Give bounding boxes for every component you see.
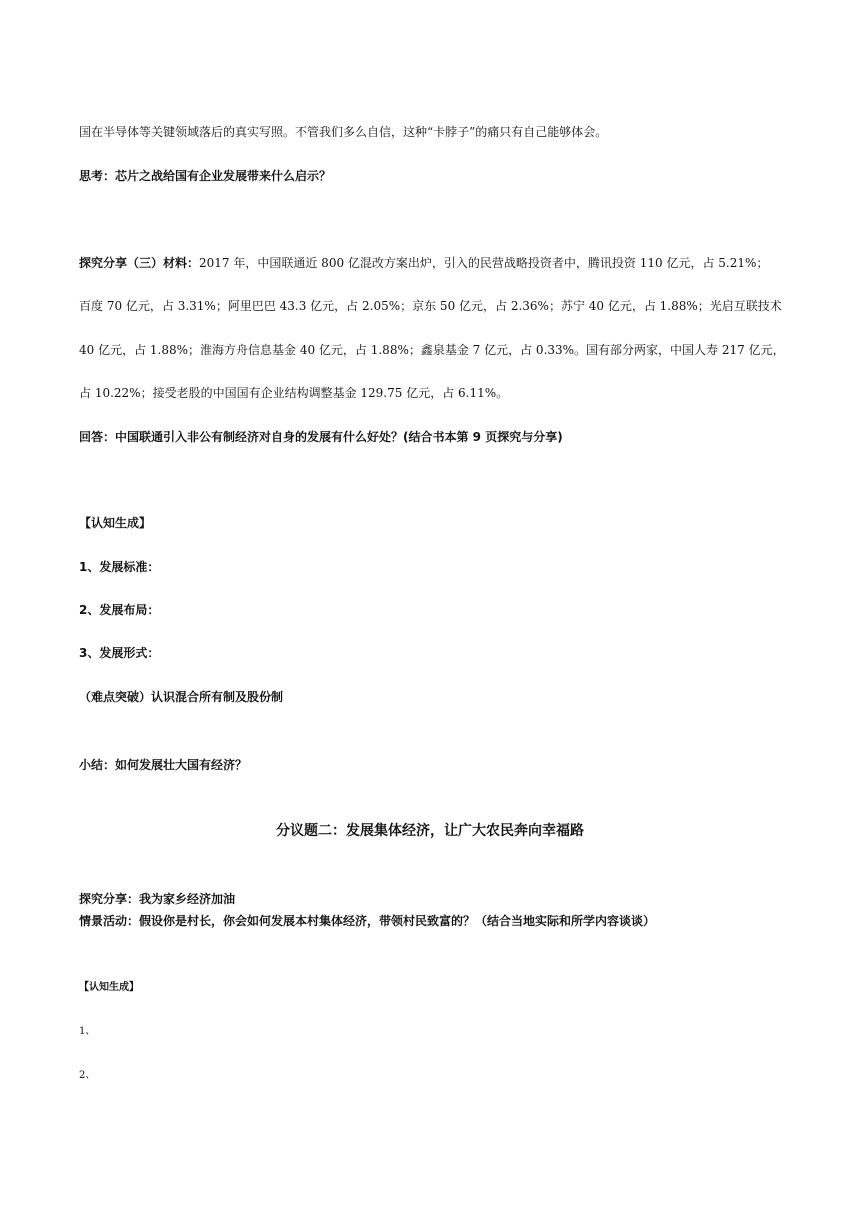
- list-item-2: 2、: [79, 1070, 96, 1081]
- material-line-3: 40 亿元，占 1.88%；淮海方舟信息基金 40 亿元，占 1.88%；鑫泉基金 7 亿元，占 0.33%。国有部分两家，中国人寿 217 亿元，: [79, 343, 785, 357]
- material-line-2: 百度 70 亿元，占 3.31%；阿里巴巴 43.3 亿元，占 2.05%；京东 50 亿元，占 2.36%；苏宁 40 亿元，占 1.88%；光启互联技术: [79, 299, 782, 313]
- explore-share-heading: 探究分享：我为家乡经济加油: [79, 892, 236, 906]
- list-item-1: 1、: [79, 1026, 96, 1037]
- cognition-heading-2: 【认知生成】: [79, 982, 139, 993]
- sub-topic-title: 分议题二：发展集体经济，让广大农民奔向幸福路: [276, 823, 584, 839]
- summary-question: 小结：如何发展壮大国有经济？: [79, 758, 248, 772]
- scenario-activity: 情景活动：假设你是村长，你会如何发展本村集体经济，带领村民致富的？（结合当地实际和所学内容谈谈）: [79, 914, 656, 928]
- item-development-layout: 2、发展布局：: [79, 603, 160, 617]
- cognition-heading: 【认知生成】: [79, 516, 152, 530]
- answer-question: 回答：中国联通引入非公有制经济对自身的发展有什么好处？(结合书本第 9 页探究与分享): [79, 430, 563, 444]
- material-line-4: 占 10.22%；接受老股的中国国有企业结构调整基金 129.75 亿元，占 6.11%。: [79, 386, 509, 400]
- material-text: 2017 年，中国联通近 800 亿混改方案出炉，引入的民营战略投资者中，腾讯投资 110 亿元，占 5.21%；: [199, 256, 769, 270]
- item-development-standard: 1、发展标准：: [79, 560, 160, 574]
- difficulty-breakthrough: （难点突破）认识混合所有制及股份制: [79, 690, 284, 704]
- think-question: 思考：芯片之战给国有企业发展带来什么启示？: [79, 169, 332, 183]
- material-line-1: [79, 255, 800, 271]
- item-development-form: 3、发展形式：: [79, 646, 160, 660]
- material-label: 探究分享（三）材料：: [79, 256, 200, 270]
- paragraph-line: 国在半导体等关键领域落后的真实写照。不管我们多么自信，这种“卡脖子”的痛只有自己能够体会。: [79, 125, 608, 139]
